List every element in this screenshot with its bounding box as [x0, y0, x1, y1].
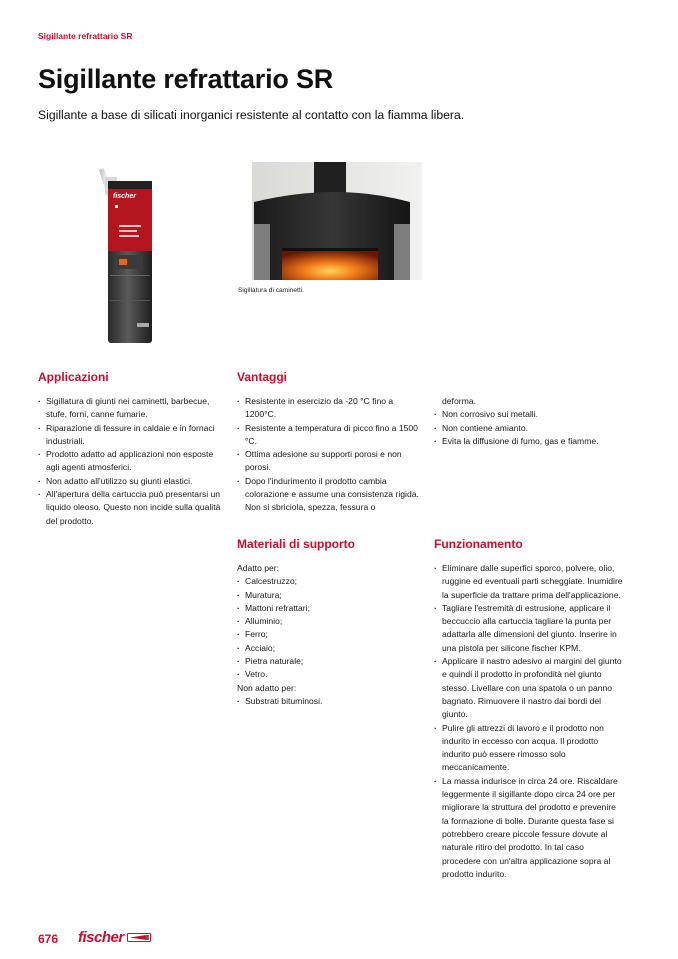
list-item: · Riparazione di fessure in caldaie e in fornaci industriali. [38, 422, 228, 449]
product-cartridge-image [95, 165, 170, 345]
photo-caption: Sigillatura di caminetti. [238, 287, 304, 294]
list-item: · Resistente in esercizio da -20 °C fino a 1200°C. [237, 395, 422, 422]
non-adatto-label: Non adatto per: [237, 682, 297, 693]
list-item: · Evita la diffusione di fumo, gas e fiamme. [434, 435, 629, 448]
section-title-vantaggi: Vantaggi [237, 370, 288, 384]
brand-plug-icon [127, 932, 151, 943]
list-item: · Acciaio; [237, 642, 422, 655]
list-item: · Dopo l'indurimento il prodotto cambia colorazione e assume una consistenza rigida. Non si sbriciola, spezza, fessura o [237, 475, 422, 515]
list-item: · All'apertura della cartuccia può presentarsi un liquido oleoso. Questo non incide sulla qualità del prodotto. [38, 488, 228, 528]
list-item: · Resistente a temperatura di picco fino a 1500 °C. [237, 422, 422, 449]
applicazioni-list [38, 395, 228, 528]
page-number: 676 [38, 932, 59, 946]
list-item-continuation: deforma. [442, 396, 476, 406]
vantaggi-list [237, 395, 422, 515]
list-item: · Substrati bituminosi. [237, 695, 422, 708]
list-item: · Mattoni refrattari; [237, 602, 422, 615]
list-item: · Non adatto all'utilizzo su giunti elastici. [38, 475, 228, 488]
list-item: · Prodotto adatto ad applicazioni non esposte agli agenti atmosferici. [38, 448, 228, 475]
page-title: Sigillante refrattario SR [38, 64, 334, 94]
list-item: · Tagliare l'estremità di estrusione, applicare il beccuccio alla cartuccia tagliare la punta per adattarla alle dimensioni del giunto. Inserire in una pistola per silicone fischer KPM. [434, 602, 624, 655]
list-item: · Eliminare dalle superfici sporco, polvere, olio, ruggine ed eventuali parti scheggiate. Inumidire la superficie da trattare prima dell'applicazione. [434, 562, 624, 602]
adatto-list [237, 575, 422, 681]
list-item: · Non contiene amianto. [434, 422, 629, 435]
non-adatto-list [237, 695, 422, 708]
materiali-block [237, 562, 422, 708]
section-title-applicazioni: Applicazioni [38, 370, 109, 384]
list-item: · Ottima adesione su supporti porosi e non porosi. [237, 448, 422, 475]
list-item: · Sigillatura di giunti nei caminetti, barbecue, stufe, forni, canne fumarie. [38, 395, 228, 422]
section-title-materiali: Materiali di supporto [237, 537, 356, 551]
page-subtitle: Sigillante a base di silicati inorganici resistente al contatto con la fiamma libera. [38, 108, 465, 122]
list-item: · Applicare il nastro adesivo ai margini del giunto e quindi il prodotto in profondità nel giunto stesso. Livellare con una spatola o un panno bagnato. Rimuovere il nastro dai bordi del giunto. [434, 655, 624, 721]
funzionamento-list [434, 562, 624, 881]
list-item: · Non corrosivo sui metalli. [434, 408, 629, 421]
list-item: · Ferro; [237, 628, 422, 641]
fischer-logo [78, 928, 151, 946]
running-header: Sigillante refrattario SR [38, 31, 133, 41]
list-item: · La massa indurisce in circa 24 ore. Riscaldare leggermente il sigillante dopo circa 24 ore per migliorare la struttura del prodotto e prevenire la formazione di bolle. Durante questa fase si potrebbero creare piccole fessure dovute al naturale ritiro del prodotto. In tal caso procedere con un'altra applicazione sopra al prodotto indurito. [434, 775, 624, 881]
brand-wordmark: fischer [78, 928, 124, 946]
list-item: · Pietra naturale; [237, 655, 422, 668]
section-title-funzionamento: Funzionamento [434, 537, 523, 551]
list-item: · Alluminio; [237, 615, 422, 628]
list-item: · Muratura; [237, 589, 422, 602]
adatto-label: Adatto per: [237, 563, 280, 573]
list-item: · Calcestruzzo; [237, 575, 422, 588]
list-item: · Pulire gli attrezzi di lavoro e il prodotto non indurito in eccesso con acqua. Il prodotto indurito può essere rimosso solo meccanicamente. [434, 722, 624, 775]
list-item: · Vetro. [237, 668, 422, 681]
cartridge-brand-label: fischer [113, 193, 136, 200]
fireplace-photo [252, 162, 422, 280]
vantaggi-list-continued [434, 395, 629, 448]
